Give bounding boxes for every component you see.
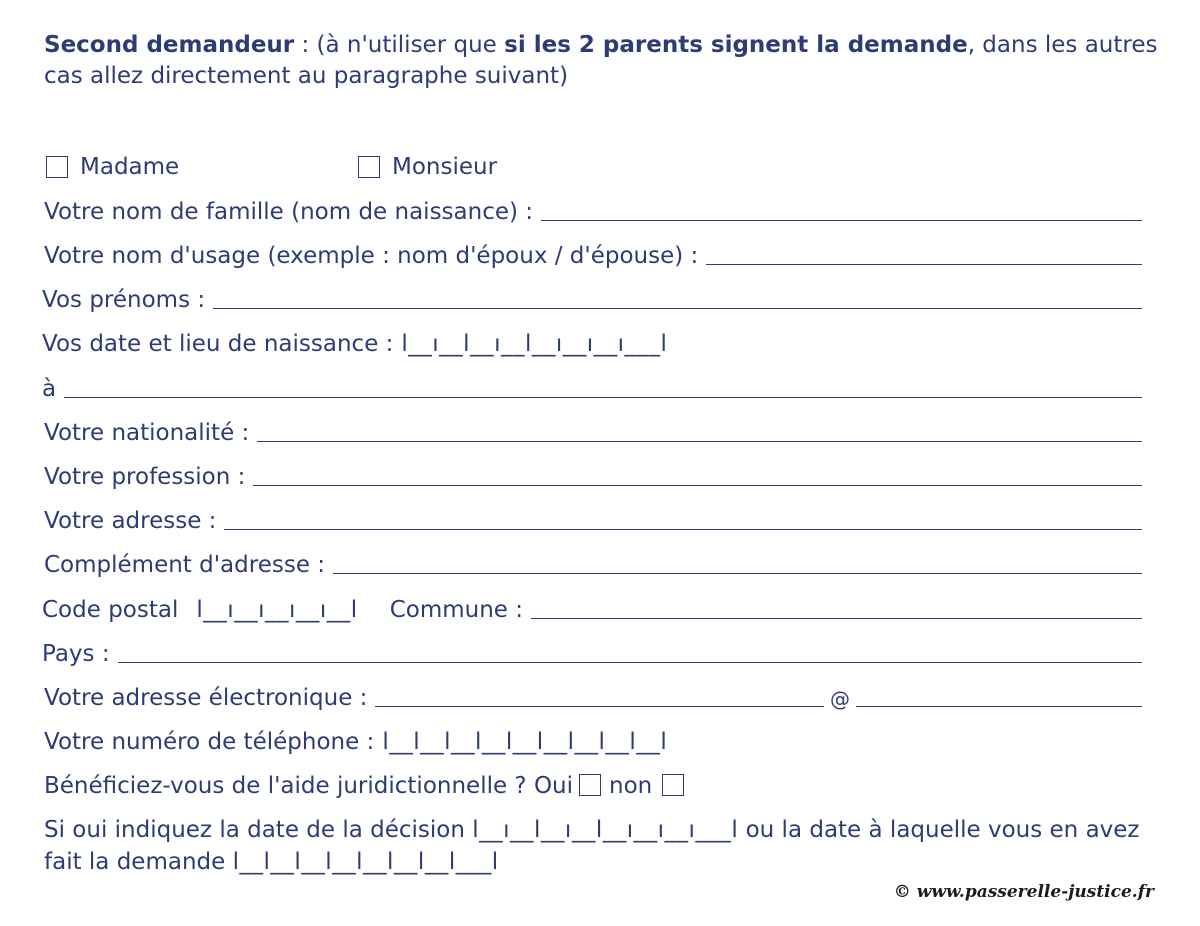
field-naissance (42, 327, 1142, 357)
prenoms-label: Vos prénoms : (42, 287, 206, 313)
section-title: Second demandeur (44, 32, 295, 58)
madame-checkbox[interactable] (46, 156, 68, 178)
email-label: Votre adresse électronique : (44, 685, 368, 711)
nationalite-input[interactable] (257, 423, 1142, 442)
monsieur-label: Monsieur (392, 154, 498, 180)
non-checkbox[interactable] (662, 774, 684, 796)
demande-label: ou la date à laquelle vous en avez fait la demande (44, 817, 1140, 875)
field-lieu (42, 372, 1142, 402)
profession-label: Votre profession : (44, 464, 246, 490)
lieu-label: à (42, 376, 57, 402)
aide-label: Bénéficiez-vous de l'aide juridictionnelle ? Oui (44, 773, 574, 799)
telephone-boxes[interactable]: l__l__l__l__l__l__l__l__l__l (382, 729, 668, 755)
field-aide (44, 769, 1142, 799)
civility-monsieur[interactable] (358, 152, 497, 182)
field-nom-famille (44, 195, 1142, 225)
field-prenoms (42, 283, 1142, 313)
intro-condition: si les 2 parents signent la demande (504, 32, 968, 58)
copyright-notice: © www.passerelle-justice.fr (893, 882, 1154, 902)
profession-input[interactable] (253, 467, 1142, 486)
field-email (44, 681, 1142, 711)
complement-label: Complément d'adresse : (44, 552, 326, 578)
commune-input[interactable] (531, 600, 1142, 619)
nom-usage-label: Votre nom d'usage (exemple : nom d'époux / d'épouse) : (44, 243, 699, 269)
madame-label: Madame (80, 154, 180, 180)
naissance-label: Vos date et lieu de naissance : (42, 331, 394, 357)
nom-usage-input[interactable] (706, 246, 1142, 265)
monsieur-checkbox[interactable] (358, 156, 380, 178)
field-code-commune (42, 593, 1142, 623)
at-sign: @ (830, 687, 850, 711)
demande-date-boxes[interactable]: l__l__l__l__l__l__l__l___l (232, 849, 499, 875)
non-label: non (609, 773, 653, 799)
telephone-label: Votre numéro de téléphone : (44, 729, 375, 755)
intro-text-b: , dans les autres cas allez directement au paragraphe suivant) (44, 32, 1158, 89)
code-postal-boxes[interactable]: l__ı__ı__ı__ı__l (196, 597, 358, 623)
email-domain-input[interactable] (856, 688, 1142, 707)
email-local-input[interactable] (375, 688, 824, 707)
complement-input[interactable] (333, 555, 1142, 574)
naissance-date-boxes[interactable]: l__ı__l__ı__l__ı__ı__ı___l (401, 331, 668, 357)
field-profession (44, 460, 1142, 490)
field-nationalite (44, 416, 1142, 446)
field-pays (42, 637, 1142, 667)
nom-famille-input[interactable] (541, 202, 1142, 221)
intro-text-a: : (à n'utiliser que (294, 32, 505, 58)
pays-label: Pays : (42, 641, 110, 667)
field-telephone (44, 725, 1142, 755)
nom-famille-label: Votre nom de famille (nom de naissance) : (44, 199, 534, 225)
code-postal-label: Code postal (42, 597, 179, 623)
prenoms-input[interactable] (213, 290, 1142, 309)
decision-label: Si oui indiquez la date de la décision (44, 817, 473, 843)
nationalite-label: Votre nationalité : (44, 420, 250, 446)
adresse-input[interactable] (224, 511, 1142, 530)
section-intro (44, 30, 1174, 92)
decision-date-boxes[interactable]: l__ı__l__ı__l__ı__ı__ı___l (472, 817, 739, 843)
oui-checkbox[interactable] (579, 774, 601, 796)
field-nom-usage (44, 239, 1142, 269)
commune-label: Commune : (389, 597, 524, 623)
pays-input[interactable] (118, 644, 1142, 663)
lieu-input[interactable] (64, 379, 1142, 398)
field-adresse (44, 504, 1142, 534)
civility-madame[interactable] (46, 152, 179, 182)
field-decision (44, 814, 1174, 878)
adresse-label: Votre adresse : (44, 508, 217, 534)
field-complement (44, 548, 1142, 578)
